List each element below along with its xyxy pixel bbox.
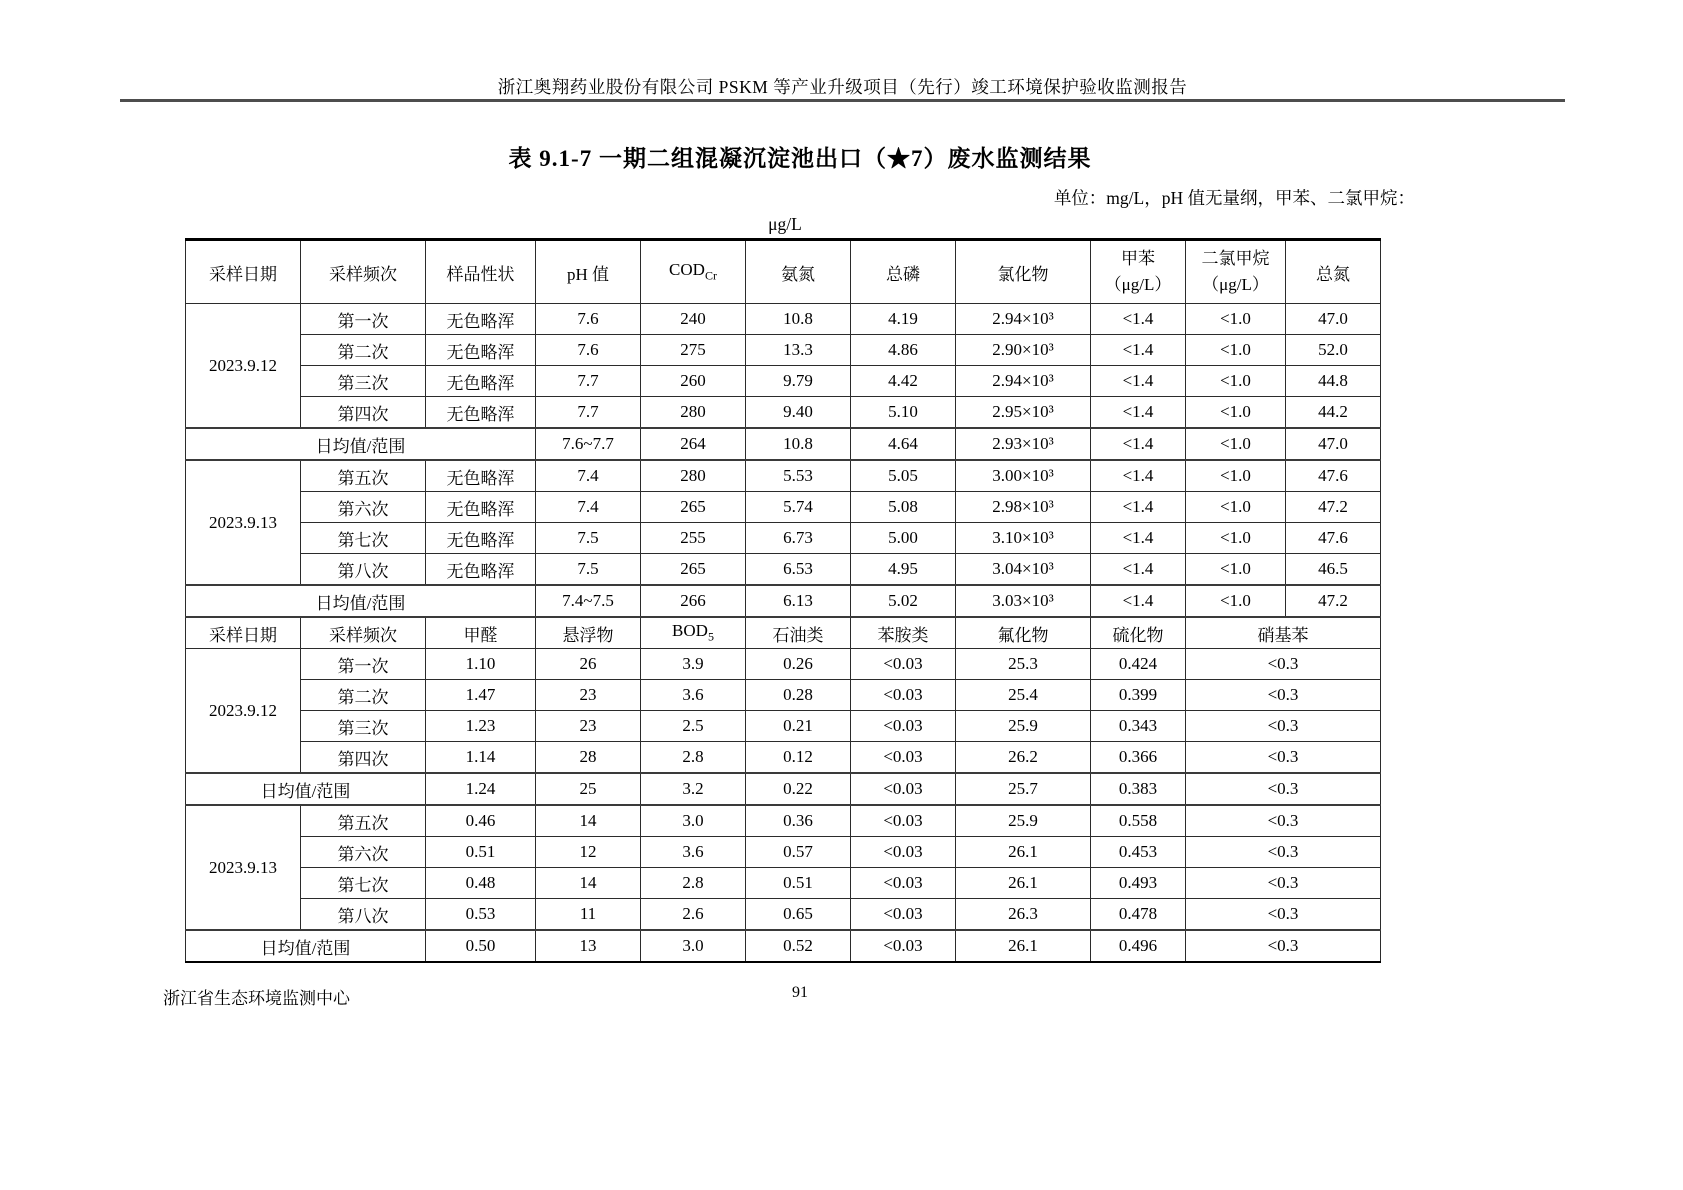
- table-cell: <1.0: [1186, 428, 1286, 460]
- table-cell: 3.03×10³: [956, 585, 1091, 617]
- col-header-formaldehyde: 甲醛: [426, 617, 536, 649]
- table-cell: 0.53: [426, 899, 536, 931]
- table-cell: 2.8: [641, 742, 746, 774]
- table1-header-row: [186, 240, 1381, 304]
- table-row: [186, 304, 1381, 335]
- table-row: [186, 335, 1381, 366]
- table-cell: 2.95×10³: [956, 397, 1091, 429]
- table-cell: 280: [641, 460, 746, 492]
- table-cell: 275: [641, 335, 746, 366]
- table-cell: 5.00: [851, 523, 956, 554]
- table-cell: 第七次: [301, 868, 426, 899]
- table-cell: 7.4: [536, 492, 641, 523]
- table-cell: 4.95: [851, 554, 956, 586]
- table-cell: 5.74: [746, 492, 851, 523]
- table-cell: <1.4: [1091, 523, 1186, 554]
- table-cell: 3.04×10³: [956, 554, 1091, 586]
- table-cell: 0.478: [1091, 899, 1186, 931]
- table-cell: <0.03: [851, 930, 956, 962]
- table2-header-row: [186, 617, 1381, 649]
- footer-organization: 浙江省生态环境监测中心: [163, 989, 350, 1008]
- table-cell: <1.0: [1186, 523, 1286, 554]
- table-cell: 0.57: [746, 837, 851, 868]
- col-header-aniline: 苯胺类: [851, 617, 956, 649]
- table-cell: 25.9: [956, 711, 1091, 742]
- table-cell: 5.05: [851, 460, 956, 492]
- table-cell: 0.28: [746, 680, 851, 711]
- daily-average-row: [186, 585, 1381, 617]
- table-cell: <0.3: [1186, 837, 1381, 868]
- table-row: [186, 680, 1381, 711]
- table-cell: 5.53: [746, 460, 851, 492]
- table-cell: 240: [641, 304, 746, 335]
- table-cell: <1.4: [1091, 460, 1186, 492]
- table-cell: 23: [536, 711, 641, 742]
- table-cell: 0.496: [1091, 930, 1186, 962]
- table-cell: 280: [641, 397, 746, 429]
- table-cell: 7.6: [536, 335, 641, 366]
- table-row: [186, 366, 1381, 397]
- table-cell: 25.9: [956, 805, 1091, 837]
- table-cell: 3.2: [641, 773, 746, 805]
- col-header-total-phosphorus: 总磷: [851, 240, 956, 304]
- page-number: 91: [792, 984, 808, 1001]
- col-header-chloride: 氯化物: [956, 240, 1091, 304]
- table-cell: <1.4: [1091, 304, 1186, 335]
- table-cell: 9.79: [746, 366, 851, 397]
- table-cell: <0.3: [1186, 773, 1381, 805]
- toluene-label: 甲苯: [1121, 249, 1155, 268]
- table-cell: 1.10: [426, 649, 536, 680]
- daily-average-row: [186, 930, 1381, 962]
- table-cell: 7.5: [536, 523, 641, 554]
- date-cell: 2023.9.13: [186, 460, 301, 585]
- table-cell: 0.51: [426, 837, 536, 868]
- table-cell: 3.10×10³: [956, 523, 1091, 554]
- table-cell: 第八次: [301, 554, 426, 586]
- table-row: [186, 649, 1381, 680]
- monitoring-table: [185, 238, 1381, 963]
- table-cell: 26.1: [956, 868, 1091, 899]
- table-cell: 6.53: [746, 554, 851, 586]
- unit-note-continuation: μg/L: [768, 214, 802, 234]
- table-cell: 7.6~7.7: [536, 428, 641, 460]
- table-cell: 265: [641, 554, 746, 586]
- col-header-ammonia: 氨氮: [746, 240, 851, 304]
- daily-average-row: [186, 773, 1381, 805]
- table-cell: 第二次: [301, 680, 426, 711]
- table-cell: <0.03: [851, 868, 956, 899]
- table-cell: 25.7: [956, 773, 1091, 805]
- table-cell: 0.12: [746, 742, 851, 774]
- table-cell: 0.36: [746, 805, 851, 837]
- table-cell: <0.03: [851, 837, 956, 868]
- table-row: [186, 742, 1381, 774]
- header-rule: [120, 99, 1565, 102]
- table-cell: 0.26: [746, 649, 851, 680]
- table-row: [186, 899, 1381, 931]
- table-cell: 第八次: [301, 899, 426, 931]
- table-cell: 11: [536, 899, 641, 931]
- table-cell: <1.4: [1091, 397, 1186, 429]
- table-cell: <0.3: [1186, 805, 1381, 837]
- table-cell: <1.0: [1186, 397, 1286, 429]
- table-cell: 5.02: [851, 585, 956, 617]
- dcm-unit: （μg/L）: [1202, 275, 1269, 294]
- table-cell: <1.0: [1186, 492, 1286, 523]
- table-cell: 260: [641, 366, 746, 397]
- cod-label: COD: [669, 260, 705, 280]
- table-cell: 无色略浑: [426, 366, 536, 397]
- table-cell: 0.52: [746, 930, 851, 962]
- table-cell: 第三次: [301, 711, 426, 742]
- table-cell: 无色略浑: [426, 335, 536, 366]
- table-cell: 3.0: [641, 805, 746, 837]
- table-cell: 5.08: [851, 492, 956, 523]
- table-cell: 2.5: [641, 711, 746, 742]
- table-cell: 265: [641, 492, 746, 523]
- table-cell: <0.3: [1186, 868, 1381, 899]
- table-cell: <1.0: [1186, 460, 1286, 492]
- table-cell: 0.343: [1091, 711, 1186, 742]
- table-cell: <1.4: [1091, 492, 1186, 523]
- col-header-sample-freq: 采样频次: [301, 617, 426, 649]
- table-cell: 0.493: [1091, 868, 1186, 899]
- col-header-ph: pH 值: [536, 240, 641, 304]
- table-cell: 无色略浑: [426, 554, 536, 586]
- table-cell: 26: [536, 649, 641, 680]
- table-cell: <1.4: [1091, 428, 1186, 460]
- table-row: [186, 554, 1381, 586]
- table-cell: 1.23: [426, 711, 536, 742]
- cod-subscript: Cr: [704, 268, 717, 283]
- table-cell: 47.0: [1286, 428, 1381, 460]
- table-cell: 23: [536, 680, 641, 711]
- table-cell: 第一次: [301, 649, 426, 680]
- table-cell: 3.9: [641, 649, 746, 680]
- table-cell: 44.2: [1286, 397, 1381, 429]
- table-cell: 0.46: [426, 805, 536, 837]
- col-header-sample-date: 采样日期: [186, 240, 301, 304]
- table-cell: <1.0: [1186, 335, 1286, 366]
- col-header-fluoride: 氟化物: [956, 617, 1091, 649]
- table-cell: 26.1: [956, 837, 1091, 868]
- table-cell: <0.3: [1186, 711, 1381, 742]
- table-cell: 1.14: [426, 742, 536, 774]
- col-header-dichloromethane: [1186, 240, 1286, 304]
- table-cell: 47.6: [1286, 460, 1381, 492]
- col-header-petroleum: 石油类: [746, 617, 851, 649]
- table-cell: 2.98×10³: [956, 492, 1091, 523]
- table-cell: 10.8: [746, 428, 851, 460]
- table-cell: 0.383: [1091, 773, 1186, 805]
- table-cell: 2.93×10³: [956, 428, 1091, 460]
- table-cell: 第三次: [301, 366, 426, 397]
- col-header-total-nitrogen: 总氮: [1286, 240, 1381, 304]
- table-cell: 无色略浑: [426, 523, 536, 554]
- table-cell: 第七次: [301, 523, 426, 554]
- table-cell: 无色略浑: [426, 492, 536, 523]
- avg-label: 日均值/范围: [186, 930, 426, 962]
- table-cell: 255: [641, 523, 746, 554]
- table-cell: 6.73: [746, 523, 851, 554]
- table-row: [186, 868, 1381, 899]
- table-cell: 5.10: [851, 397, 956, 429]
- table-cell: 0.65: [746, 899, 851, 931]
- bod-label: BOD: [672, 621, 708, 641]
- table-cell: 3.6: [641, 837, 746, 868]
- table-cell: 47.2: [1286, 585, 1381, 617]
- table-cell: 7.7: [536, 366, 641, 397]
- table-cell: 10.8: [746, 304, 851, 335]
- table-cell: 7.4: [536, 460, 641, 492]
- table-cell: 26.1: [956, 930, 1091, 962]
- table-cell: 3.00×10³: [956, 460, 1091, 492]
- table-cell: 0.399: [1091, 680, 1186, 711]
- daily-average-row: [186, 428, 1381, 460]
- report-header: 浙江奥翔药业股份有限公司 PSKM 等产业升级项目（先行）竣工环境保护验收监测报告: [497, 77, 1188, 97]
- table-cell: 1.47: [426, 680, 536, 711]
- table-cell: 第二次: [301, 335, 426, 366]
- dcm-label: 二氯甲烷: [1201, 249, 1270, 268]
- table-cell: 25.3: [956, 649, 1091, 680]
- table-cell: 第五次: [301, 805, 426, 837]
- table-cell: 14: [536, 805, 641, 837]
- table-cell: 7.4~7.5: [536, 585, 641, 617]
- table-cell: <0.03: [851, 742, 956, 774]
- table-cell: <0.3: [1186, 649, 1381, 680]
- table-cell: 第六次: [301, 837, 426, 868]
- table-cell: <0.03: [851, 805, 956, 837]
- table-cell: 28: [536, 742, 641, 774]
- table-cell: 0.48: [426, 868, 536, 899]
- table-cell: 47.0: [1286, 304, 1381, 335]
- table-cell: <1.0: [1186, 554, 1286, 586]
- table-cell: 7.7: [536, 397, 641, 429]
- table-cell: 第五次: [301, 460, 426, 492]
- table-cell: <1.4: [1091, 554, 1186, 586]
- table-cell: <1.0: [1186, 366, 1286, 397]
- table-row: [186, 837, 1381, 868]
- col-header-sample-freq: 采样频次: [301, 240, 426, 304]
- table-row: [186, 711, 1381, 742]
- table-row: [186, 523, 1381, 554]
- table-cell: 25.4: [956, 680, 1091, 711]
- table-cell: <1.4: [1091, 366, 1186, 397]
- table-cell: 4.19: [851, 304, 956, 335]
- table-cell: 2.94×10³: [956, 366, 1091, 397]
- table-cell: <1.0: [1186, 304, 1286, 335]
- date-cell: 2023.9.12: [186, 649, 301, 774]
- table-cell: 2.94×10³: [956, 304, 1091, 335]
- bod-subscript: 5: [707, 629, 714, 644]
- table-cell: 0.453: [1091, 837, 1186, 868]
- avg-label: 日均值/范围: [186, 773, 426, 805]
- table-cell: 13: [536, 930, 641, 962]
- table-cell: 4.86: [851, 335, 956, 366]
- table-row: [186, 492, 1381, 523]
- table-cell: 13.3: [746, 335, 851, 366]
- table-cell: 3.0: [641, 930, 746, 962]
- table-cell: 0.22: [746, 773, 851, 805]
- table-cell: <0.3: [1186, 899, 1381, 931]
- table-cell: <1.0: [1186, 585, 1286, 617]
- table-cell: 26.3: [956, 899, 1091, 931]
- table-cell: 52.0: [1286, 335, 1381, 366]
- date-cell: 2023.9.13: [186, 805, 301, 930]
- table-cell: <0.3: [1186, 680, 1381, 711]
- table-cell: 14: [536, 868, 641, 899]
- table-cell: <0.3: [1186, 742, 1381, 774]
- table-cell: 1.24: [426, 773, 536, 805]
- table-cell: <1.4: [1091, 335, 1186, 366]
- table-cell: <0.03: [851, 649, 956, 680]
- unit-note: 单位：mg/L，pH 值无量纲，甲苯、二氯甲烷：: [1053, 188, 1415, 208]
- table-cell: <1.4: [1091, 585, 1186, 617]
- table-cell: <0.03: [851, 899, 956, 931]
- table-title: 表 9.1-7 一期二组混凝沉淀池出口（★7）废水监测结果: [508, 146, 1092, 171]
- table-cell: 0.50: [426, 930, 536, 962]
- table-cell: 第四次: [301, 742, 426, 774]
- table-row: [186, 460, 1381, 492]
- table-cell: 无色略浑: [426, 397, 536, 429]
- col-header-suspended-solids: 悬浮物: [536, 617, 641, 649]
- avg-label: 日均值/范围: [186, 428, 536, 460]
- col-header-sample-date: 采样日期: [186, 617, 301, 649]
- table-cell: 47.6: [1286, 523, 1381, 554]
- table-row: [186, 805, 1381, 837]
- table-cell: 44.8: [1286, 366, 1381, 397]
- table-cell: 无色略浑: [426, 460, 536, 492]
- col-header-sample-character: 样品性状: [426, 240, 536, 304]
- table-cell: 6.13: [746, 585, 851, 617]
- table-row: [186, 397, 1381, 429]
- table-cell: 2.6: [641, 899, 746, 931]
- table-cell: 4.64: [851, 428, 956, 460]
- table-cell: <0.03: [851, 680, 956, 711]
- table-cell: 7.5: [536, 554, 641, 586]
- table-cell: <0.03: [851, 711, 956, 742]
- table-cell: 0.51: [746, 868, 851, 899]
- table-cell: 25: [536, 773, 641, 805]
- table-cell: 0.21: [746, 711, 851, 742]
- col-header-nitrobenzene: 硝基苯: [1186, 617, 1381, 649]
- table-cell: 4.42: [851, 366, 956, 397]
- table-cell: <0.03: [851, 773, 956, 805]
- table-cell: 26.2: [956, 742, 1091, 774]
- table-cell: 2.90×10³: [956, 335, 1091, 366]
- col-header-cod: [641, 240, 746, 304]
- table-cell: 266: [641, 585, 746, 617]
- table-cell: 12: [536, 837, 641, 868]
- table-cell: 2.8: [641, 868, 746, 899]
- avg-label: 日均值/范围: [186, 585, 536, 617]
- col-header-toluene: [1091, 240, 1186, 304]
- col-header-sulfide: 硫化物: [1091, 617, 1186, 649]
- table-cell: 0.424: [1091, 649, 1186, 680]
- table-cell: 46.5: [1286, 554, 1381, 586]
- table-cell: 第六次: [301, 492, 426, 523]
- table-cell: 3.6: [641, 680, 746, 711]
- table-cell: 264: [641, 428, 746, 460]
- toluene-unit: （μg/L）: [1104, 275, 1172, 294]
- table-cell: 0.366: [1091, 742, 1186, 774]
- table-cell: 无色略浑: [426, 304, 536, 335]
- table-cell: 47.2: [1286, 492, 1381, 523]
- date-cell: 2023.9.12: [186, 304, 301, 429]
- col-header-bod: [641, 617, 746, 649]
- table-cell: 第一次: [301, 304, 426, 335]
- table-cell: 第四次: [301, 397, 426, 429]
- table-cell: 9.40: [746, 397, 851, 429]
- table-cell: 7.6: [536, 304, 641, 335]
- table-cell: 0.558: [1091, 805, 1186, 837]
- table-cell: <0.3: [1186, 930, 1381, 962]
